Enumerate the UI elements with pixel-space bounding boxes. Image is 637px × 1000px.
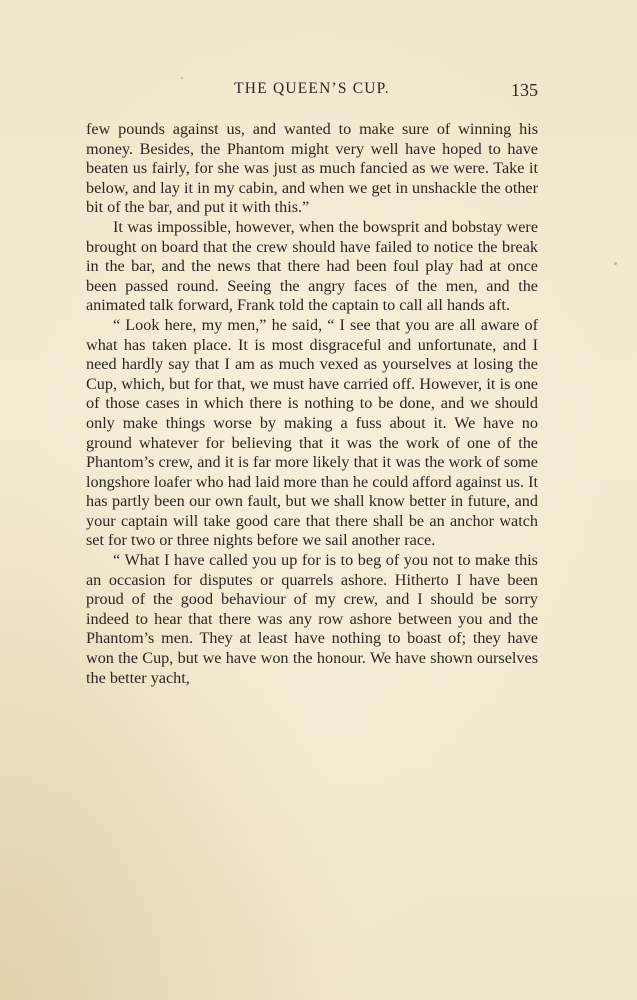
body-text xyxy=(86,120,538,688)
page-number: 135 xyxy=(511,80,538,100)
paragraph: “ What I have called you up for is to beg of you not to make this an occasion for disputes or quarrels ashore. Hitherto I have been proud of the good behaviour of my crew, and I should be sorry indeed to hear that there was any row ashore between you and the Phantom’s men. They at least have nothing to boast of; they have won the Cup, but we have won the honour. We have shown ourselves the better yacht, xyxy=(86,551,538,687)
page-header xyxy=(86,76,538,102)
paragraph: It was impossible, however, when the bowsprit and bobstay were brought on board that the crew should have failed to notice the break in the bar, and the news that there had been foul play had at once been passed round. Seeing the angry faces of the men, and the animated talk forward, Frank told the captain to call all hands aft. xyxy=(86,217,538,315)
paper-speck xyxy=(614,262,617,265)
paragraph: “ Look here, my men,” he said, “ I see that you are all aware of what has taken place. It is most disgraceful and unfortunate, and I need hardly say that I am as much vexed as yourselves at losing the Cup, which, but for that, we must have carried off. However, it is one of those cases in which there is nothing to be done, and we should only make things worse by making a fuss about it. We have no ground whatever for believing that it was the work of one of the Phantom’s crew, and it is far more likely that it was the work of some longshore loafer who had laid more than he could afford against us. It has partly been our own fault, but we shall know better in future, and your captain will take good care that there shall be an anchor watch set for two or three nights before we sail another race. xyxy=(86,315,538,550)
paragraph: few pounds against us, and wanted to make sure of winning his money. Besides, the Phantom might very well have hoped to have beaten us fairly, for she was just as much fancied as we were. Take it below, and lay it in my cabin, and when we get in unshackle the other bit of the bar, and put it with this.” xyxy=(86,120,538,217)
running-title: THE QUEEN’S CUP. xyxy=(234,80,390,97)
paper-speck xyxy=(181,77,183,79)
